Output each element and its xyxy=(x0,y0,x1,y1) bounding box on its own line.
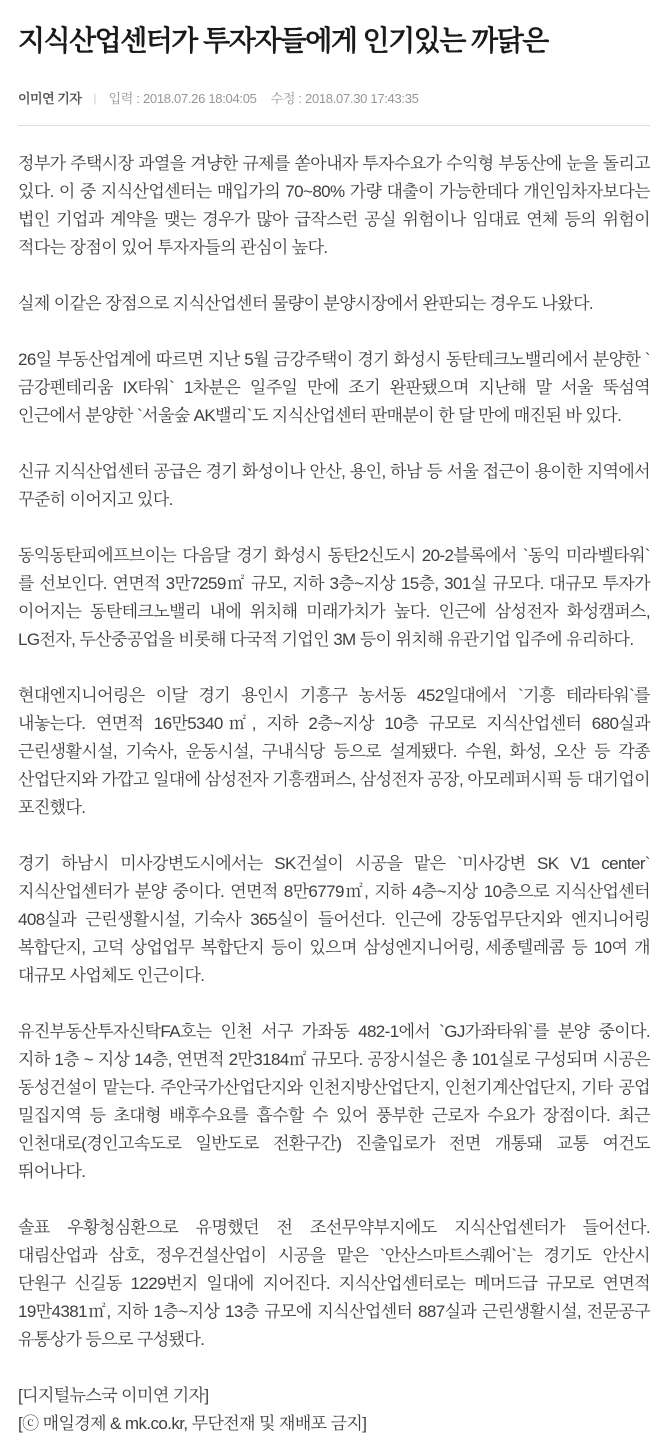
article-paragraph: 솔표 우황청심환으로 유명했던 전 조선무약부지에도 지식산업센터가 들어선다. 대림산업과 삼호, 정우건설산업이 시공을 맡은 `안산스마트스퀘어`는 경기도 안산시 단원구 신길동 1229번지 일대에 지어진다. 지식산업센터로는 메머드급 규모로 연면적 19만4381㎡, 지하 1층~지상 13층 규모에 지식산업센터 887실과 근린생활시설, 전문공구 유통상가 등으로 구성됐다. xyxy=(18,1218,650,1349)
footer-line: [ⓒ 매일경제 & mk.co.kr, 무단전재 및 재배포 금지] xyxy=(18,1414,367,1433)
article-paragraph: 경기 하남시 미사강변도시에서는 SK건설이 시공을 맡은 `미사강변 SK V1 center` 지식산업센터가 분양 중이다. 연면적 8만6779㎡, 지하 4층~지상 10층으로 지식산업센터 408실과 근린생활시설, 기숙사 365실이 들어선다. 인근에 강동업무단지와 엔지니어링 복합단지, 고덕 상업업무 복합단지 등이 있으며 삼성엔지니어링, 세종텔레콤 등 10여 개 대규모 사업체도 인근이다. xyxy=(18,854,650,985)
published-timestamp: 입력 : 2018.07.26 18:04:05 xyxy=(108,91,257,106)
header-divider xyxy=(18,125,650,126)
page-title: 지식산업센터가 투자자들에게 인기있는 까닭은 xyxy=(18,25,548,56)
article-paragraph: 동익동탄피에프브이는 다음달 경기 화성시 동탄2신도시 20-2블록에서 `동익 미라벨타워`를 선보인다. 연면적 3만7259㎡ 규모, 지하 3층~지상 15층, 301실 규모다. 대규모 투자가 이어지는 동탄테크노밸리 내에 위치해 미래가치가 높다. 인근에 삼성전자 화성캠퍼스, LG전자, 두산중공업을 비롯해 다국적 기업인 3M 등이 위치해 유관기업 입주에 유리하다. xyxy=(18,546,650,649)
article-paragraph: 현대엔지니어링은 이달 경기 용인시 기흥구 농서동 452일대에서 `기흥 테라타워`를 내놓는다. 연면적 16만5340㎡, 지하 2층~지상 10층 규모로 지식산업센터 680실과 근린생활시설, 기숙사, 운동시설, 구내식당 등으로 설계됐다. 수원, 화성, 오산 등 각종 산업단지와 가깝고 일대에 삼성전자 기흥캠퍼스, 삼성전자 공장, 아모레퍼시픽 등 대기업이 포진했다. xyxy=(18,686,650,817)
byline-separator: | xyxy=(93,90,97,105)
article-paragraph: 유진부동산투자신탁FA호는 인천 서구 가좌동 482-1에서 `GJ가좌타워`를 분양 중이다. 지하 1층 ~ 지상 14층, 연면적 2만3184㎡ 규모다. 공장시설은 총 101실로 구성되며 시공은 동성건설이 맡는다. 주안국가산업단지와 인천지방산업단지, 인천기계산업단지, 기타 공업 밀집지역 등 초대형 배후수요를 흡수할 수 있어 풍부한 근로자 수요가 장점이다. 최근 인천대로(경인고속도로 일반도로 전환구간) 진출입로가 전면 개통돼 교통 여건도 뛰어나다. xyxy=(18,1022,650,1181)
article-footer xyxy=(18,1382,650,1438)
byline xyxy=(18,88,650,107)
article-body xyxy=(18,150,650,1354)
article-paragraph: 26일 부동산업계에 따르면 지난 5월 금강주택이 경기 화성시 동탄테크노밸리에서 분양한 `금강펜테리움 IX타워` 1차분은 일주일 만에 조기 완판됐으며 지난해 말 서울 뚝섬역 인근에서 분양한 `서울숲 AK밸리`도 지식산업센터 판매분이 한 달 만에 매진된 바 있다. xyxy=(18,350,650,425)
article-paragraph: 신규 지식산업센터 공급은 경기 화성이나 안산, 용인, 하남 등 서울 접근이 용이한 지역에서 꾸준히 이어지고 있다. xyxy=(18,462,650,509)
article-paragraph: 정부가 주택시장 과열을 겨냥한 규제를 쏟아내자 투자수요가 수익형 부동산에 눈을 돌리고 있다. 이 중 지식산업센터는 매입가의 70~80% 가량 대출이 가능한데다 개인임차자보다는 법인 기업과 계약을 맺는 경우가 많아 급작스런 공실 위험이나 임대료 연체 등의 위험이 적다는 장점이 있어 투자자들의 관심이 높다. xyxy=(18,154,650,257)
article-paragraph: 실제 이같은 장점으로 지식산업센터 물량이 분양시장에서 완판되는 경우도 나왔다. xyxy=(18,294,594,313)
author-name: 이미연 기자 xyxy=(18,91,82,106)
modified-timestamp: 수정 : 2018.07.30 17:43:35 xyxy=(270,91,419,106)
footer-line: [디지털뉴스국 이미연 기자] xyxy=(18,1386,209,1405)
